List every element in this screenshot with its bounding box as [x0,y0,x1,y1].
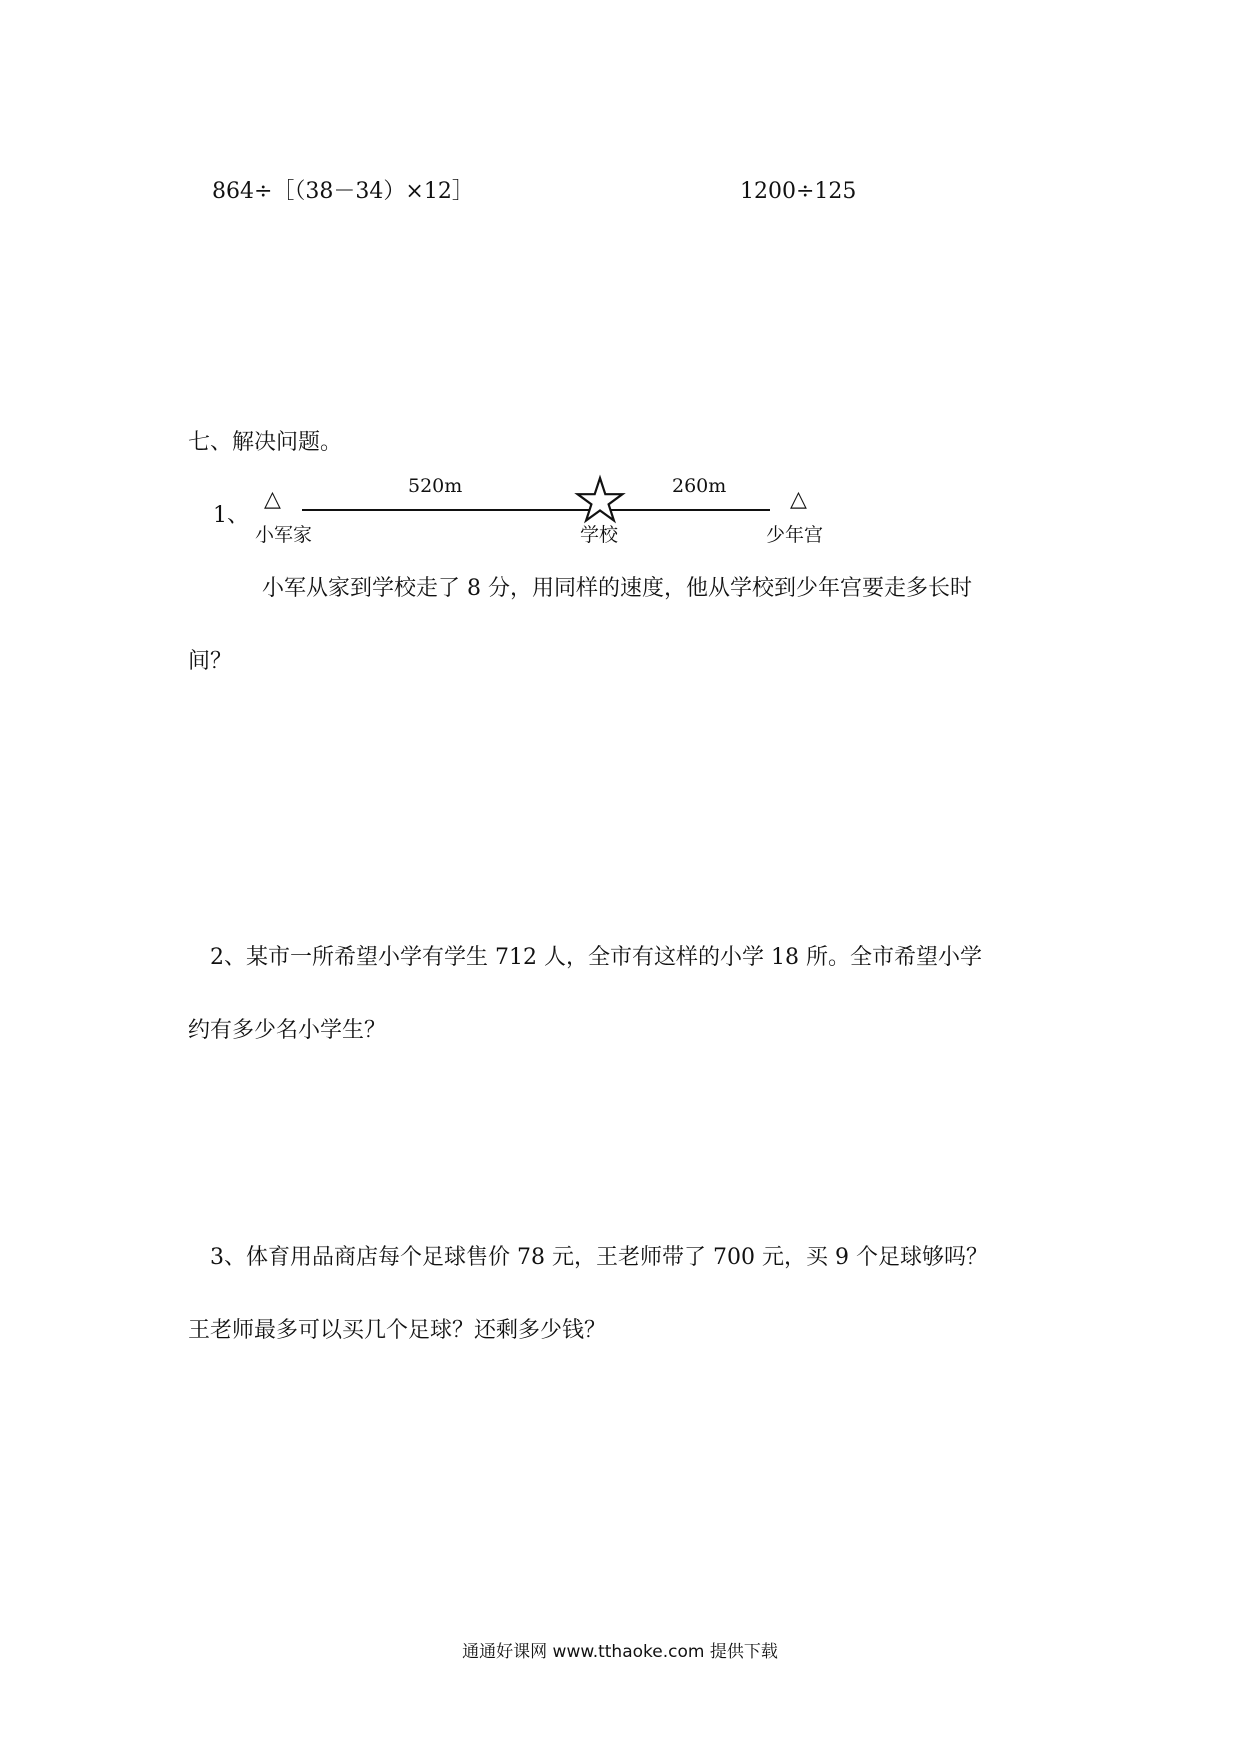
distance-diagram [240,470,860,550]
section-title: 七、解决问题。 [188,430,343,455]
footer-download-notice: 通通好课网 www.tthaoke.com 提供下载 [462,1642,778,1662]
distance-left-label: 520m [408,475,463,497]
distance-right-label: 260m [672,475,727,497]
palace-label: 少年宫 [766,524,824,546]
problem-1-number: 1、 [213,503,249,528]
problem-3-text-line2: 王老师最多可以买几个足球？还剩多少钱？ [188,1318,607,1343]
problem-1-text-line1: 小军从家到学校走了 8 分，用同样的速度，他从学校到少年宫要走多长时 [262,576,972,601]
calc-item-right: 1200÷125 [740,179,857,204]
school-star-icon [578,478,623,521]
palace-triangle-icon: △ [790,487,807,512]
home-triangle-icon: △ [264,487,281,512]
problem-2-text-line1: 2、某市一所希望小学有学生 712 人，全市有这样的小学 18 所。全市希望小学 [210,945,982,970]
problem-1-text-line2: 间？ [188,649,233,674]
calc-item-left: 864÷［（38－34）×12］ [212,179,474,204]
problem-2-text-line2: 约有多少名小学生？ [188,1018,387,1043]
home-label: 小军家 [255,524,313,546]
school-label: 学校 [580,524,619,546]
problem-3-text-line1: 3、体育用品商店每个足球售价 78 元，王老师带了 700 元，买 9 个足球够吗？ [210,1245,988,1270]
